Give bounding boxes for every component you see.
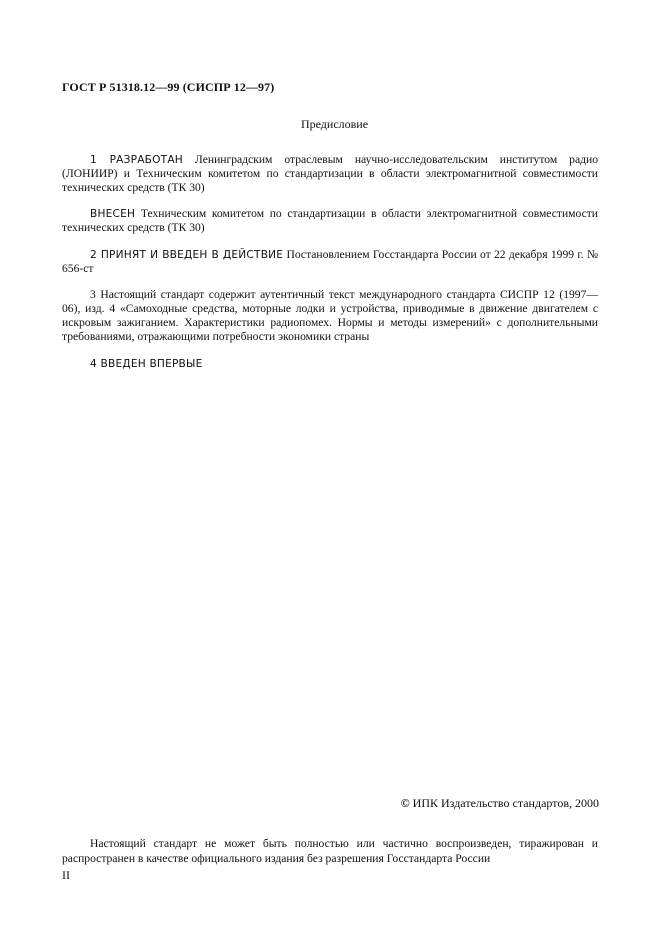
- preface-item-first-introduced: [62, 357, 598, 371]
- standard-designation: ГОСТ Р 51318.12—99 (СИСПР 12—97): [62, 80, 275, 94]
- preface-item-developed: [62, 153, 598, 196]
- reproduction-notice: Настоящий стандарт не может быть полностью или частично воспроизведен, тиражирован и распространен в качестве официального издания без разрешения Госстандарта России: [62, 836, 598, 865]
- preface-item-lead: ВНЕСЕН: [90, 207, 136, 220]
- preface-item-text: 3 Настоящий стандарт содержит аутентичный текст международного стандарта СИСПР 12 (1997—06), изд. 4 «Самоходные средства, моторные лодки и устройства, приводимые в движение двигателем с искровым зажиганием. Характеристики радиопомех. Нормы и методы измерений» с дополнительными требованиями, отражающими потребности экономики страны: [62, 287, 598, 344]
- page-number: II: [62, 868, 70, 882]
- copyright-symbol: ©: [400, 796, 410, 810]
- preface-item-adopted: [62, 248, 598, 276]
- preface-item-text: Техническим комитетом по стандартизации в области электромагнитной совместимости технических средств (ТК 30): [62, 206, 598, 234]
- preface-title: Предисловие: [300, 117, 369, 131]
- preface-item-lead: 2 ПРИНЯТ И ВВЕДЕН В ДЕЙСТВИЕ: [90, 248, 284, 261]
- preface-item-text: Ленинградским отраслевым научно-исследовательским институтом радио (ЛОНИИР) и Техническим комитетом по стандартизации в области электромагнитной совместимости технических средств (ТК 30): [62, 152, 598, 194]
- preface-item-lead: 4 ВВЕДЕН ВПЕРВЫЕ: [90, 357, 203, 370]
- preface-item-submitted: [62, 207, 598, 235]
- copyright-line: [401, 796, 599, 811]
- preface-item-lead: 1 РАЗРАБОТАН: [90, 153, 183, 166]
- preface-item-content: [62, 288, 598, 345]
- copyright-text: ИПК Издательство стандартов, 2000: [412, 796, 599, 810]
- preface-item-text: Постановлением Госстандарта России от 22 декабря 1999 г. № 656-ст: [62, 247, 599, 275]
